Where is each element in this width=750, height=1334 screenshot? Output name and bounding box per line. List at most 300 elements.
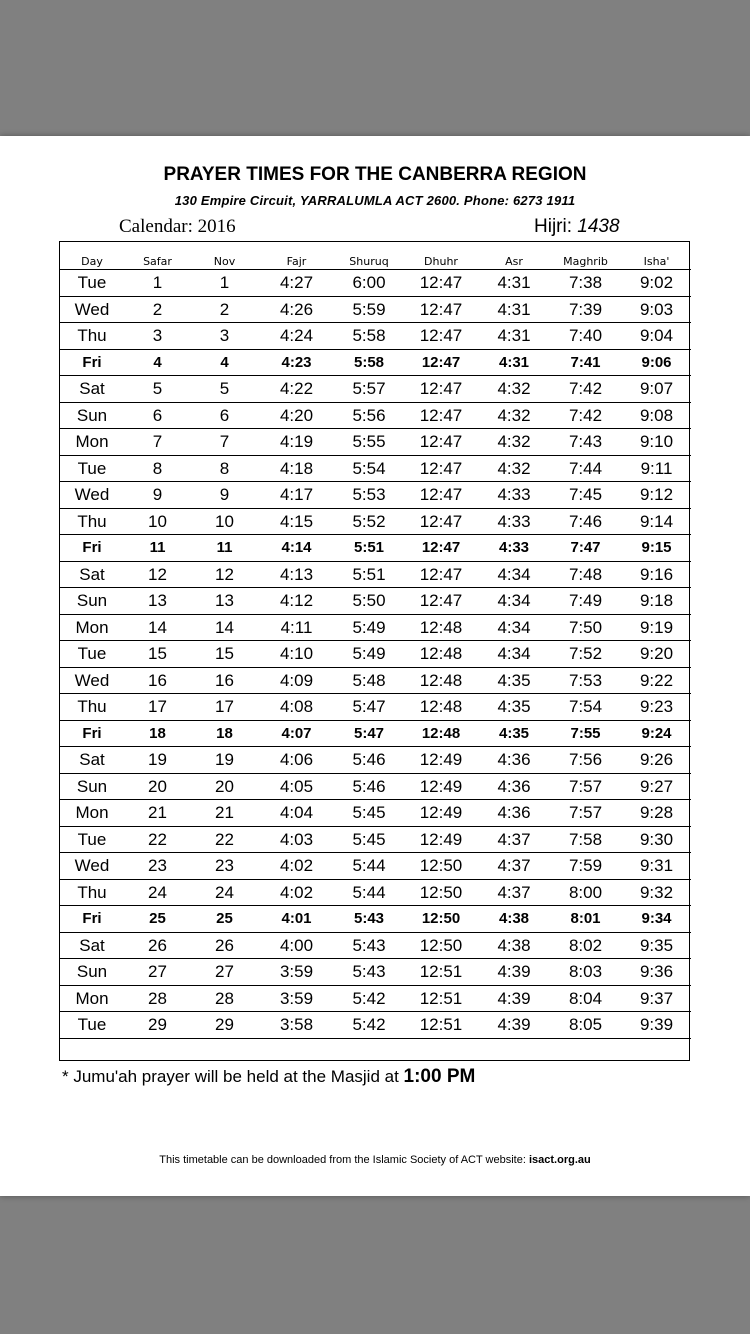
table-cell: 4 bbox=[191, 349, 258, 376]
table-cell: 9:22 bbox=[622, 667, 691, 694]
table-cell: 9:15 bbox=[622, 535, 691, 562]
table-cell: 4:32 bbox=[479, 429, 549, 456]
empty-cell bbox=[191, 1038, 258, 1064]
table-cell: 3 bbox=[191, 323, 258, 350]
table-cell: 12:47 bbox=[403, 561, 479, 588]
calendar-year: Calendar: 2016 bbox=[119, 216, 236, 237]
table-cell: 21 bbox=[124, 800, 191, 827]
table-cell: 9:36 bbox=[622, 959, 691, 986]
table-cell: 17 bbox=[124, 694, 191, 721]
table-cell: 5:47 bbox=[335, 694, 403, 721]
table-cell: Mon bbox=[60, 800, 124, 827]
page-title: PRAYER TIMES FOR THE CANBERRA REGION bbox=[163, 164, 587, 185]
hijri-year bbox=[534, 216, 620, 238]
table-cell: 23 bbox=[191, 853, 258, 880]
table-cell: 12:48 bbox=[403, 694, 479, 721]
table-cell: 4:06 bbox=[258, 747, 335, 774]
prayer-times-table bbox=[59, 241, 690, 1061]
table-cell: 29 bbox=[124, 1012, 191, 1039]
table-cell: 13 bbox=[191, 588, 258, 615]
table-cell: 4:23 bbox=[258, 349, 335, 376]
table-cell: 7:38 bbox=[549, 270, 622, 297]
table-cell: 9:23 bbox=[622, 694, 691, 721]
table-cell: 9:32 bbox=[622, 879, 691, 906]
table-cell: 4:39 bbox=[479, 959, 549, 986]
table-cell: Mon bbox=[60, 614, 124, 641]
table-cell: 19 bbox=[191, 747, 258, 774]
table-row bbox=[60, 1012, 691, 1039]
table-cell: 9:24 bbox=[622, 720, 691, 747]
table-cell: 4:08 bbox=[258, 694, 335, 721]
table-cell: Thu bbox=[60, 879, 124, 906]
table-cell: 4:15 bbox=[258, 508, 335, 535]
table-cell: 5:52 bbox=[335, 508, 403, 535]
table-cell: 7:53 bbox=[549, 667, 622, 694]
table-cell: 20 bbox=[124, 773, 191, 800]
table-cell: Sun bbox=[60, 402, 124, 429]
table-cell: 5:42 bbox=[335, 985, 403, 1012]
jumuah-time: 1:00 PM bbox=[403, 1066, 476, 1087]
table-cell: Fri bbox=[60, 720, 124, 747]
table-cell: 9:02 bbox=[622, 270, 691, 297]
table-cell: 4:04 bbox=[258, 800, 335, 827]
table-cell: 4:31 bbox=[479, 323, 549, 350]
table-header-row bbox=[60, 242, 691, 270]
table-cell: 8:00 bbox=[549, 879, 622, 906]
table-row bbox=[60, 376, 691, 403]
table-cell: 4:02 bbox=[258, 879, 335, 906]
table-cell: Sat bbox=[60, 932, 124, 959]
table-cell: 4:14 bbox=[258, 535, 335, 562]
table-cell: 12:50 bbox=[403, 853, 479, 880]
table-cell: 7:59 bbox=[549, 853, 622, 880]
table-cell: 12:47 bbox=[403, 455, 479, 482]
jumuah-footnote bbox=[62, 1066, 475, 1088]
table-cell: 12:47 bbox=[403, 535, 479, 562]
table-cell: 7:42 bbox=[549, 402, 622, 429]
table-cell: 24 bbox=[191, 879, 258, 906]
column-header: Isha' bbox=[643, 255, 670, 268]
table-cell: 5:43 bbox=[335, 959, 403, 986]
table-cell: Thu bbox=[60, 323, 124, 350]
table-cell: 9:27 bbox=[622, 773, 691, 800]
table-cell: 12:47 bbox=[403, 429, 479, 456]
table-cell: 7:54 bbox=[549, 694, 622, 721]
table-cell: 4:09 bbox=[258, 667, 335, 694]
empty-cell bbox=[622, 1038, 691, 1064]
table-cell: 8:05 bbox=[549, 1012, 622, 1039]
table-cell: 16 bbox=[191, 667, 258, 694]
hijri-number: 1438 bbox=[577, 216, 620, 237]
table-cell: 9:34 bbox=[622, 906, 691, 933]
table-cell: 3 bbox=[124, 323, 191, 350]
table-cell: 8:03 bbox=[549, 959, 622, 986]
table-cell: 3:59 bbox=[258, 985, 335, 1012]
table-cell: 8:01 bbox=[549, 906, 622, 933]
empty-cell bbox=[258, 1038, 335, 1064]
table-cell: Fri bbox=[60, 535, 124, 562]
table-cell: 5:58 bbox=[335, 349, 403, 376]
table-cell: 7:47 bbox=[549, 535, 622, 562]
table-cell: 7:52 bbox=[549, 641, 622, 668]
table-cell: 5:51 bbox=[335, 561, 403, 588]
table-cell: 8:04 bbox=[549, 985, 622, 1012]
table-cell: 12:47 bbox=[403, 508, 479, 535]
table-cell: 7:44 bbox=[549, 455, 622, 482]
table-cell: Sun bbox=[60, 588, 124, 615]
table-cell: 5:50 bbox=[335, 588, 403, 615]
website-link[interactable]: isact.org.au bbox=[528, 1154, 591, 1166]
table-cell: 7:58 bbox=[549, 826, 622, 853]
table-cell: 5:49 bbox=[335, 614, 403, 641]
table-row bbox=[60, 641, 691, 668]
table-row bbox=[60, 773, 691, 800]
table-row bbox=[60, 985, 691, 1012]
table-cell: 22 bbox=[191, 826, 258, 853]
table-cell: 5:53 bbox=[335, 482, 403, 509]
empty-cell bbox=[60, 1038, 124, 1064]
table-cell: 7:43 bbox=[549, 429, 622, 456]
table-cell: 9:10 bbox=[622, 429, 691, 456]
table-cell: 4:32 bbox=[479, 376, 549, 403]
table-cell: 9 bbox=[124, 482, 191, 509]
empty-cell bbox=[479, 1038, 549, 1064]
table-row bbox=[60, 932, 691, 959]
table-cell: 5:46 bbox=[335, 747, 403, 774]
table-cell: 9:14 bbox=[622, 508, 691, 535]
table-cell: 5:49 bbox=[335, 641, 403, 668]
table-cell: 12:48 bbox=[403, 641, 479, 668]
table-cell: 6 bbox=[191, 402, 258, 429]
table-cell: 14 bbox=[124, 614, 191, 641]
table-cell: 4:37 bbox=[479, 826, 549, 853]
table-cell: 3:59 bbox=[258, 959, 335, 986]
table-cell: 19 bbox=[124, 747, 191, 774]
table-cell: 12:51 bbox=[403, 959, 479, 986]
hijri-label: Hijri: bbox=[534, 216, 572, 237]
table-cell: 4:03 bbox=[258, 826, 335, 853]
table-row bbox=[60, 879, 691, 906]
table-cell: 12:47 bbox=[403, 402, 479, 429]
table-cell: 12:50 bbox=[403, 906, 479, 933]
table-cell: 23 bbox=[124, 853, 191, 880]
table-cell: 4:02 bbox=[258, 853, 335, 880]
table-cell: 4:32 bbox=[479, 402, 549, 429]
table-cell: Fri bbox=[60, 349, 124, 376]
table-cell: 12:47 bbox=[403, 376, 479, 403]
column-header: Shuruq bbox=[349, 255, 389, 268]
table-cell: 12:47 bbox=[403, 588, 479, 615]
table-cell: 4:19 bbox=[258, 429, 335, 456]
table-cell: Tue bbox=[60, 455, 124, 482]
table-cell: 14 bbox=[191, 614, 258, 641]
timetable-document bbox=[0, 136, 750, 1196]
table-cell: 4:07 bbox=[258, 720, 335, 747]
table-cell: 16 bbox=[124, 667, 191, 694]
table-cell: 12:48 bbox=[403, 614, 479, 641]
table-cell: 7:57 bbox=[549, 773, 622, 800]
table-cell: Thu bbox=[60, 508, 124, 535]
table-cell: 4:13 bbox=[258, 561, 335, 588]
table-cell: 7:40 bbox=[549, 323, 622, 350]
table-cell: 7:46 bbox=[549, 508, 622, 535]
table-cell: 4:38 bbox=[479, 906, 549, 933]
table-cell: 6:00 bbox=[335, 270, 403, 297]
table-cell: 5:47 bbox=[335, 720, 403, 747]
table-cell: 5:43 bbox=[335, 906, 403, 933]
table-cell: 9 bbox=[191, 482, 258, 509]
table-cell: 4:39 bbox=[479, 1012, 549, 1039]
table-cell: 20 bbox=[191, 773, 258, 800]
table-cell: Tue bbox=[60, 826, 124, 853]
table-cell: 9:04 bbox=[622, 323, 691, 350]
table-row bbox=[60, 667, 691, 694]
table-cell: 12:49 bbox=[403, 747, 479, 774]
table-cell: 9:20 bbox=[622, 641, 691, 668]
table-cell: 4:36 bbox=[479, 747, 549, 774]
table-cell: 12:51 bbox=[403, 985, 479, 1012]
table-cell: 4:24 bbox=[258, 323, 335, 350]
table-row bbox=[60, 296, 691, 323]
table-cell: 12:48 bbox=[403, 667, 479, 694]
table-cell: 9:08 bbox=[622, 402, 691, 429]
table-cell: 5:45 bbox=[335, 800, 403, 827]
table-cell: 4:17 bbox=[258, 482, 335, 509]
table-cell: 1 bbox=[191, 270, 258, 297]
column-header: Fajr bbox=[286, 255, 307, 268]
table-cell: 26 bbox=[124, 932, 191, 959]
table-cell: 7:57 bbox=[549, 800, 622, 827]
table-cell: 17 bbox=[191, 694, 258, 721]
table-cell: 9:37 bbox=[622, 985, 691, 1012]
table-cell: 7:48 bbox=[549, 561, 622, 588]
table-row bbox=[60, 959, 691, 986]
table-cell: 4:34 bbox=[479, 641, 549, 668]
table-row bbox=[60, 429, 691, 456]
table-cell: 10 bbox=[191, 508, 258, 535]
table-row bbox=[60, 694, 691, 721]
download-note bbox=[0, 1154, 750, 1166]
table-cell: 7:56 bbox=[549, 747, 622, 774]
table-cell: 4 bbox=[124, 349, 191, 376]
table-cell: 27 bbox=[124, 959, 191, 986]
table-cell: 13 bbox=[124, 588, 191, 615]
table-cell: 4:26 bbox=[258, 296, 335, 323]
table-row bbox=[60, 482, 691, 509]
table-cell: Wed bbox=[60, 482, 124, 509]
table-cell: 11 bbox=[191, 535, 258, 562]
table-cell: Mon bbox=[60, 985, 124, 1012]
table-cell: 9:03 bbox=[622, 296, 691, 323]
table-cell: 2 bbox=[124, 296, 191, 323]
table-cell: 25 bbox=[124, 906, 191, 933]
table-cell: 4:33 bbox=[479, 508, 549, 535]
table-cell: 9:35 bbox=[622, 932, 691, 959]
table-cell: 5:44 bbox=[335, 879, 403, 906]
table-cell: Mon bbox=[60, 429, 124, 456]
table-cell: 26 bbox=[191, 932, 258, 959]
table-cell: Wed bbox=[60, 667, 124, 694]
column-header: Nov bbox=[213, 255, 236, 268]
table-cell: 5:43 bbox=[335, 932, 403, 959]
table-cell: 12:49 bbox=[403, 826, 479, 853]
table-row bbox=[60, 323, 691, 350]
table-cell: Sat bbox=[60, 747, 124, 774]
table-cell: 4:36 bbox=[479, 773, 549, 800]
footnote-text: * Jumu'ah prayer will be held at the Masjid at bbox=[62, 1067, 404, 1086]
table-cell: 15 bbox=[124, 641, 191, 668]
table-cell: 9:19 bbox=[622, 614, 691, 641]
table-cell: 6 bbox=[124, 402, 191, 429]
table-cell: 4:11 bbox=[258, 614, 335, 641]
table-cell: 4:35 bbox=[479, 694, 549, 721]
table-cell: 4:31 bbox=[479, 296, 549, 323]
table-cell: 4:01 bbox=[258, 906, 335, 933]
table-cell: Sat bbox=[60, 376, 124, 403]
table-cell: 4:32 bbox=[479, 455, 549, 482]
table-cell: 28 bbox=[191, 985, 258, 1012]
column-header: Day bbox=[81, 255, 103, 268]
table-cell: Sun bbox=[60, 959, 124, 986]
table-cell: 4:39 bbox=[479, 985, 549, 1012]
empty-row bbox=[60, 1038, 691, 1064]
table-cell: 3:58 bbox=[258, 1012, 335, 1039]
table-cell: 4:20 bbox=[258, 402, 335, 429]
table-cell: 5:46 bbox=[335, 773, 403, 800]
table-cell: 12 bbox=[124, 561, 191, 588]
table-cell: 4:31 bbox=[479, 270, 549, 297]
table-cell: 4:34 bbox=[479, 588, 549, 615]
table-cell: 4:33 bbox=[479, 482, 549, 509]
table-cell: 9:06 bbox=[622, 349, 691, 376]
table-row bbox=[60, 853, 691, 880]
table-cell: 7:55 bbox=[549, 720, 622, 747]
table-cell: 4:36 bbox=[479, 800, 549, 827]
table-cell: 4:33 bbox=[479, 535, 549, 562]
table-cell: 15 bbox=[191, 641, 258, 668]
table-cell: 5:56 bbox=[335, 402, 403, 429]
table-cell: 12:50 bbox=[403, 932, 479, 959]
table-cell: Thu bbox=[60, 694, 124, 721]
table-cell: 7:50 bbox=[549, 614, 622, 641]
table-row bbox=[60, 455, 691, 482]
table-cell: 5:57 bbox=[335, 376, 403, 403]
table-row bbox=[60, 508, 691, 535]
table-cell: 12:49 bbox=[403, 800, 479, 827]
table-cell: 8 bbox=[124, 455, 191, 482]
table-cell: 9:28 bbox=[622, 800, 691, 827]
column-header: Safar bbox=[143, 255, 172, 268]
empty-cell bbox=[124, 1038, 191, 1064]
table-cell: 4:22 bbox=[258, 376, 335, 403]
table-cell: 22 bbox=[124, 826, 191, 853]
table-cell: 12:47 bbox=[403, 349, 479, 376]
table-cell: 21 bbox=[191, 800, 258, 827]
table-cell: 4:18 bbox=[258, 455, 335, 482]
table-cell: 9:18 bbox=[622, 588, 691, 615]
table-cell: 5:45 bbox=[335, 826, 403, 853]
table-row bbox=[60, 402, 691, 429]
table-row bbox=[60, 270, 691, 297]
table-cell: 12:47 bbox=[403, 323, 479, 350]
table-cell: 4:05 bbox=[258, 773, 335, 800]
table-cell: Sat bbox=[60, 561, 124, 588]
table-row bbox=[60, 826, 691, 853]
table-row bbox=[60, 720, 691, 747]
table-cell: 12:47 bbox=[403, 296, 479, 323]
table-cell: 5:59 bbox=[335, 296, 403, 323]
table-cell: 27 bbox=[191, 959, 258, 986]
table-cell: 5:42 bbox=[335, 1012, 403, 1039]
empty-cell bbox=[403, 1038, 479, 1064]
table-cell: 5:48 bbox=[335, 667, 403, 694]
table-cell: 8 bbox=[191, 455, 258, 482]
table-cell: 10 bbox=[124, 508, 191, 535]
table-cell: 4:10 bbox=[258, 641, 335, 668]
table-row bbox=[60, 349, 691, 376]
table-cell: 5:51 bbox=[335, 535, 403, 562]
table-cell: 5:55 bbox=[335, 429, 403, 456]
table-cell: 12:49 bbox=[403, 773, 479, 800]
table-cell: 5:44 bbox=[335, 853, 403, 880]
table-row bbox=[60, 747, 691, 774]
table-body bbox=[60, 270, 691, 1065]
table-cell: 7 bbox=[124, 429, 191, 456]
table-cell: 18 bbox=[191, 720, 258, 747]
table-cell: 1 bbox=[124, 270, 191, 297]
table-cell: 9:31 bbox=[622, 853, 691, 880]
table-cell: Tue bbox=[60, 270, 124, 297]
table-cell: 7:49 bbox=[549, 588, 622, 615]
table-cell: 9:16 bbox=[622, 561, 691, 588]
table-cell: 24 bbox=[124, 879, 191, 906]
table-cell: Sun bbox=[60, 773, 124, 800]
column-header: Asr bbox=[505, 255, 523, 268]
table-cell: 4:27 bbox=[258, 270, 335, 297]
empty-cell bbox=[549, 1038, 622, 1064]
table-cell: 4:34 bbox=[479, 614, 549, 641]
column-header: Dhuhr bbox=[424, 255, 458, 268]
table-cell: 8:02 bbox=[549, 932, 622, 959]
table-cell: 4:34 bbox=[479, 561, 549, 588]
download-text: This timetable can be downloaded from the Islamic Society of ACT website: bbox=[159, 1154, 529, 1166]
table-cell: 25 bbox=[191, 906, 258, 933]
table-cell: 7:41 bbox=[549, 349, 622, 376]
table-cell: 12:47 bbox=[403, 270, 479, 297]
table-cell: 4:00 bbox=[258, 932, 335, 959]
table-row bbox=[60, 906, 691, 933]
table-cell: 5:54 bbox=[335, 455, 403, 482]
table-cell: 9:30 bbox=[622, 826, 691, 853]
table-cell: 4:37 bbox=[479, 879, 549, 906]
table-cell: 4:35 bbox=[479, 667, 549, 694]
table-cell: 9:12 bbox=[622, 482, 691, 509]
table-cell: 11 bbox=[124, 535, 191, 562]
table-cell: 12:50 bbox=[403, 879, 479, 906]
table-cell: 5 bbox=[191, 376, 258, 403]
table-cell: Wed bbox=[60, 296, 124, 323]
table-cell: 12:48 bbox=[403, 720, 479, 747]
table-row bbox=[60, 800, 691, 827]
table-row bbox=[60, 561, 691, 588]
table-cell: Tue bbox=[60, 641, 124, 668]
table-cell: 7:39 bbox=[549, 296, 622, 323]
table-cell: Tue bbox=[60, 1012, 124, 1039]
table-cell: 12:47 bbox=[403, 482, 479, 509]
table-cell: 5 bbox=[124, 376, 191, 403]
table-cell: 18 bbox=[124, 720, 191, 747]
table-cell: 9:39 bbox=[622, 1012, 691, 1039]
